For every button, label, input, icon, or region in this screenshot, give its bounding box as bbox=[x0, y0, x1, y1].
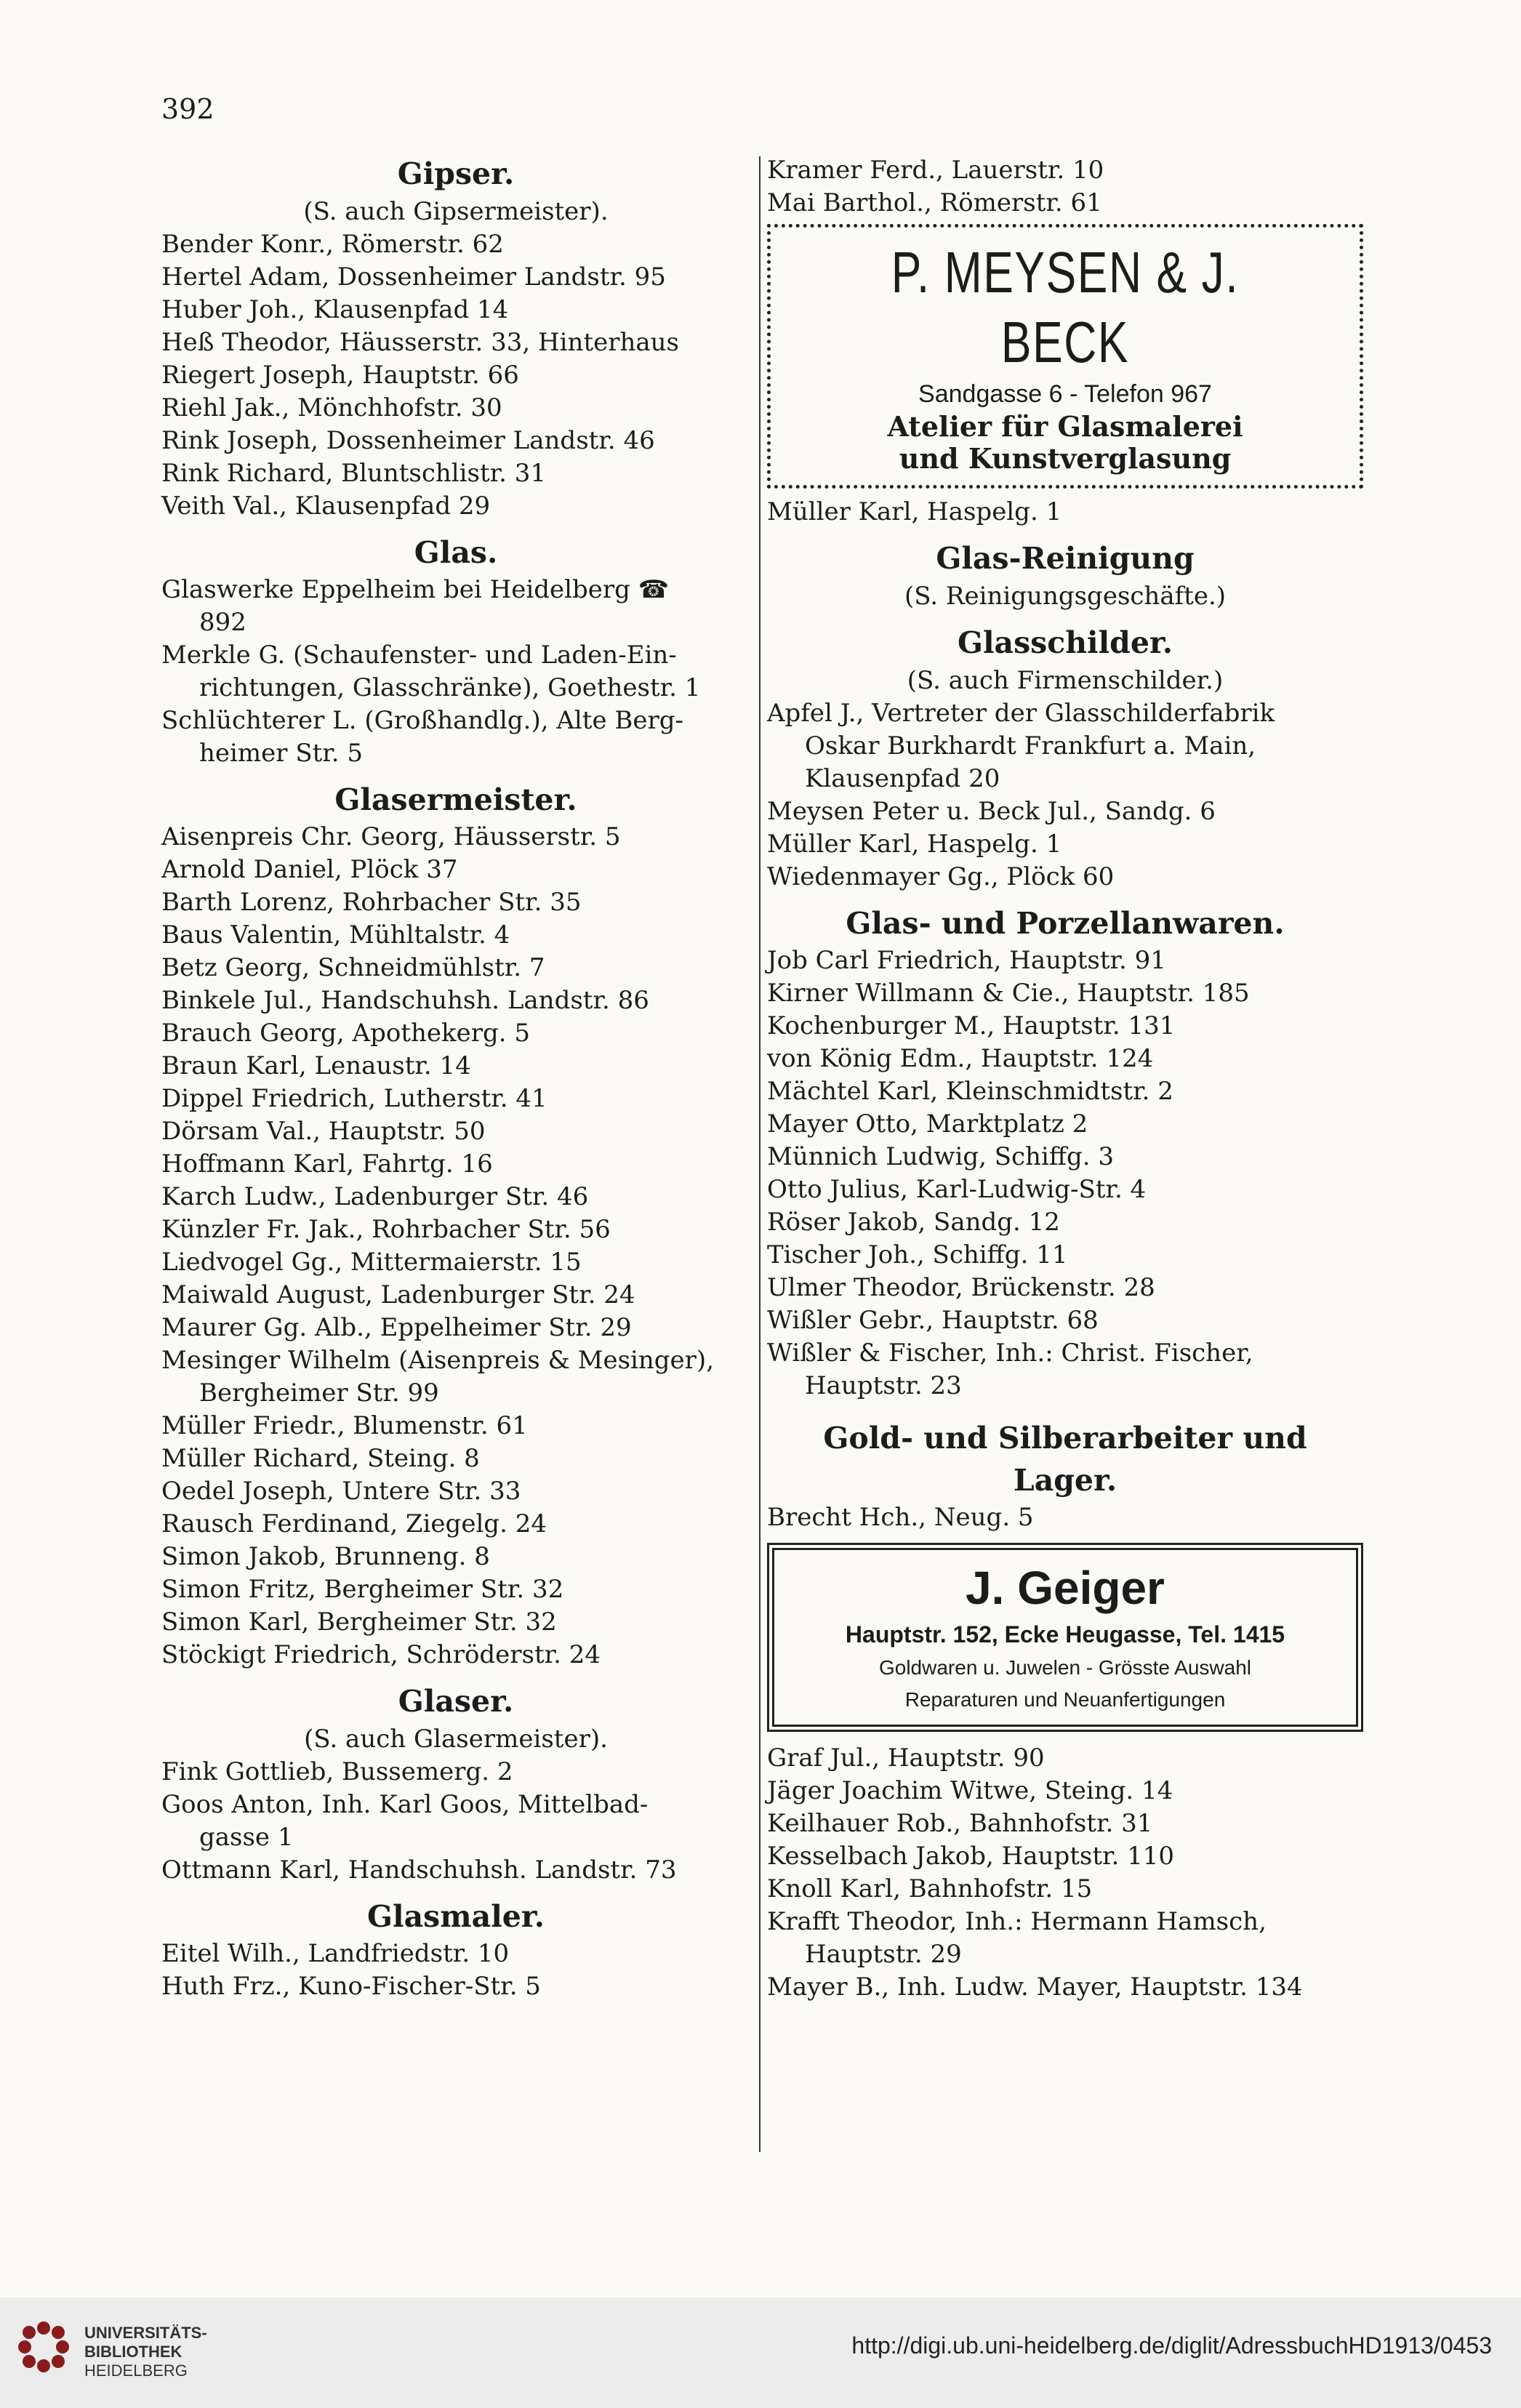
glasschilder-list bbox=[767, 795, 1363, 894]
heading-glasschilder: Glasschilder. bbox=[957, 625, 1173, 660]
list-item: Huth Frz., Kuno-Fischer-Str. 5 bbox=[161, 1972, 541, 2001]
list-item: Krafft Theodor, Inh.: Hermann Hamsch, bbox=[767, 1907, 1267, 1936]
list-item: Huber Joh., Klausenpfad 14 bbox=[161, 295, 509, 324]
glasmaler-list bbox=[161, 1938, 750, 2003]
list-item: von König Edm., Hauptstr. 124 bbox=[767, 1044, 1154, 1073]
list-item: Otto Julius, Karl-Ludwig-Str. 4 bbox=[767, 1175, 1147, 1204]
list-item: Stöckigt Friedrich, Schröderstr. 24 bbox=[161, 1640, 601, 1669]
advertisement-meysen-beck bbox=[767, 224, 1363, 489]
list-item: Rausch Ferdinand, Ziegelg. 24 bbox=[161, 1509, 547, 1538]
list-item: Mayer B., Inh. Ludw. Mayer, Hauptstr. 134 bbox=[767, 1972, 1303, 2002]
list-item: Kochenburger M., Hauptstr. 131 bbox=[767, 1011, 1176, 1040]
glasermeister-list bbox=[161, 821, 750, 1344]
list-item-cont: richtungen, Glasschränke), Goethestr. 1 bbox=[199, 673, 701, 702]
list-item: Kramer Ferd., Lauerstr. 10 bbox=[767, 156, 1104, 185]
list-item-cont: Hauptstr. 29 bbox=[805, 1940, 962, 1969]
list-item: Kirner Willmann & Cie., Hauptstr. 185 bbox=[767, 979, 1250, 1008]
list-item: Künzler Fr. Jak., Rohrbacher Str. 56 bbox=[161, 1215, 611, 1244]
list-item: Ottmann Karl, Handschuhsh. Landstr. 73 bbox=[161, 1855, 677, 1885]
list-item: Glaswerke Eppelheim bei Heidelberg ☎ bbox=[161, 575, 670, 604]
note-glasschilder: (S. auch Firmenschilder.) bbox=[907, 666, 1224, 695]
list-item: Karch Ludw., Ladenburger Str. 46 bbox=[161, 1182, 589, 1211]
list-item: Merkle G. (Schaufenster- und Laden-Ein- bbox=[161, 641, 677, 670]
heading-glas: Glas. bbox=[414, 535, 498, 570]
list-item: Simon Jakob, Brunneng. 8 bbox=[161, 1542, 490, 1571]
list-item: Röser Jakob, Sandg. 12 bbox=[767, 1208, 1060, 1237]
heading-glasermeister: Glasermeister. bbox=[334, 782, 577, 817]
glasermeister-list-2 bbox=[161, 1410, 750, 1671]
top-list bbox=[767, 154, 1363, 220]
list-item: Rink Joseph, Dossenheimer Landstr. 46 bbox=[161, 426, 655, 455]
list-item: Keilhauer Rob., Bahnhofstr. 31 bbox=[767, 1809, 1153, 1838]
note-reinigung: (S. Reinigungsgeschäfte.) bbox=[904, 582, 1227, 611]
ad-slogan-2: und Kunstverglasung bbox=[899, 442, 1232, 475]
list-item: Meysen Peter u. Beck Jul., Sandg. 6 bbox=[767, 797, 1216, 826]
ad-address: Sandgasse 6 - Telefon 967 bbox=[918, 380, 1212, 408]
right-column bbox=[767, 154, 1363, 2004]
list-item-cont: Hauptstr. 23 bbox=[805, 1371, 962, 1400]
list-item: Mai Barthol., Römerstr. 61 bbox=[767, 188, 1102, 217]
porzellan-list bbox=[767, 944, 1363, 1337]
list-item: Schlüchterer L. (Großhandlg.), Alte Berg- bbox=[161, 706, 684, 735]
heading-gipser: Gipser. bbox=[397, 156, 515, 191]
list-item: Wißler Gebr., Hauptstr. 68 bbox=[767, 1306, 1099, 1335]
list-item: Ulmer Theodor, Brückenstr. 28 bbox=[767, 1273, 1155, 1302]
list-item: Müller Friedr., Blumenstr. 61 bbox=[161, 1411, 528, 1440]
list-item: Liedvogel Gg., Mittermaierstr. 15 bbox=[161, 1248, 582, 1277]
list-item: Dippel Friedrich, Lutherstr. 41 bbox=[161, 1084, 547, 1113]
bottom-list bbox=[767, 1742, 1363, 1906]
list-item: Mayer Otto, Marktplatz 2 bbox=[767, 1109, 1088, 1139]
list-item: Maiwald August, Ladenburger Str. 24 bbox=[161, 1280, 635, 1309]
list-item: Betz Georg, Schneidmühlstr. 7 bbox=[161, 953, 545, 982]
list-item: Brecht Hch., Neug. 5 bbox=[767, 1503, 1034, 1532]
list-item: Kesselbach Jakob, Hauptstr. 110 bbox=[767, 1842, 1175, 1871]
list-item: Münnich Ludwig, Schiffg. 3 bbox=[767, 1142, 1114, 1171]
ad-title: P. MEYSEN & J. BECK bbox=[891, 240, 1240, 374]
note-gipser: (S. auch Gipsermeister). bbox=[303, 197, 609, 226]
list-item: Brauch Georg, Apothekerg. 5 bbox=[161, 1019, 530, 1048]
list-item-cont: 892 bbox=[199, 608, 246, 637]
list-item: Barth Lorenz, Rohrbacher Str. 35 bbox=[161, 888, 582, 917]
heading-gold-silber-2: Lager. bbox=[1013, 1463, 1117, 1498]
list-item: Oedel Joseph, Untere Str. 33 bbox=[161, 1477, 521, 1506]
list-item: Goos Anton, Inh. Karl Goos, Mittelbad- bbox=[161, 1790, 649, 1819]
list-item: Simon Fritz, Bergheimer Str. 32 bbox=[161, 1575, 564, 1604]
note-glaser: (S. auch Glasermeister). bbox=[304, 1725, 608, 1754]
list-item-cont: Oskar Burkhardt Frankfurt a. Main, bbox=[805, 731, 1256, 760]
ad-slogan-2: Reparaturen und Neuanfertigungen bbox=[904, 1688, 1226, 1711]
list-item: Eitel Wilh., Landfriedstr. 10 bbox=[161, 1939, 510, 1968]
list-item-cont: heimer Str. 5 bbox=[199, 739, 364, 768]
list-item: Apfel J., Vertreter der Glasschilderfabrik bbox=[767, 699, 1275, 728]
ad-slogan-1: Goldwaren u. Juwelen - Grösste Auswahl bbox=[878, 1656, 1252, 1679]
gipser-list bbox=[161, 228, 750, 523]
list-item: Aisenpreis Chr. Georg, Häusserstr. 5 bbox=[161, 822, 621, 851]
advertisement-geiger bbox=[767, 1543, 1363, 1732]
left-column bbox=[161, 153, 750, 2003]
list-item: Arnold Daniel, Plöck 37 bbox=[161, 855, 458, 884]
ad-title: J. Geiger bbox=[966, 1562, 1165, 1614]
list-item: Maurer Gg. Alb., Eppelheimer Str. 29 bbox=[161, 1313, 632, 1342]
list-item: Tischer Joh., Schiffg. 11 bbox=[767, 1240, 1068, 1269]
list-item: Veith Val., Klausenpfad 29 bbox=[161, 491, 491, 521]
logo-text bbox=[84, 2324, 207, 2380]
list-item: Heß Theodor, Häusserstr. 33, Hinterhaus bbox=[161, 328, 680, 357]
ad-address: Hauptstr. 152, Ecke Heugasse, Tel. 1415 bbox=[845, 1621, 1285, 1648]
list-item: Jäger Joachim Witwe, Steing. 14 bbox=[767, 1776, 1173, 1805]
list-item: Riehl Jak., Mönchhofstr. 30 bbox=[161, 393, 502, 422]
logo-line-2: BIBLIOTHEK bbox=[84, 2343, 182, 2361]
university-library-logo[interactable] bbox=[15, 2318, 73, 2376]
heading-glaser: Glaser. bbox=[398, 1684, 514, 1719]
list-item: Baus Valentin, Mühltalstr. 4 bbox=[161, 920, 510, 950]
list-item: Riegert Joseph, Hauptstr. 66 bbox=[161, 361, 519, 390]
heading-gold-silber: Gold- und Silberarbeiter und bbox=[823, 1421, 1307, 1456]
heading-glas-reinigung: Glas-Reinigung bbox=[936, 541, 1195, 576]
list-item: Binkele Jul., Handschuhsh. Landstr. 86 bbox=[161, 986, 649, 1015]
list-item-cont: Bergheimer Str. 99 bbox=[199, 1378, 439, 1408]
list-item: Job Carl Friedrich, Hauptstr. 91 bbox=[767, 946, 1166, 975]
list-item: Knoll Karl, Bahnhofstr. 15 bbox=[767, 1874, 1093, 1903]
list-item-cont: Klausenpfad 20 bbox=[805, 764, 1000, 793]
heading-glasmaler: Glasmaler. bbox=[367, 1899, 545, 1934]
ad-slogan-1: Atelier für Glasmalerei bbox=[887, 410, 1243, 443]
list-item: Fink Gottlieb, Bussemerg. 2 bbox=[161, 1757, 513, 1786]
list-item: Rink Richard, Bluntschlistr. 31 bbox=[161, 459, 547, 488]
list-item: Graf Jul., Hauptstr. 90 bbox=[767, 1743, 1045, 1773]
list-item: Simon Karl, Bergheimer Str. 32 bbox=[161, 1608, 557, 1637]
list-item: Bender Konr., Römerstr. 62 bbox=[161, 230, 504, 259]
list-item: Dörsam Val., Hauptstr. 50 bbox=[161, 1117, 486, 1146]
list-item: Wißler & Fischer, Inh.: Christ. Fischer, bbox=[767, 1339, 1253, 1368]
list-item: Mächtel Karl, Kleinschmidtstr. 2 bbox=[767, 1077, 1173, 1106]
column-divider bbox=[759, 156, 760, 2152]
list-item: Mesinger Wilhelm (Aisenpreis & Mesinger), bbox=[161, 1346, 715, 1375]
logo-line-1: UNIVERSITÄTS- bbox=[84, 2324, 207, 2342]
source-url-link[interactable]: http://digi.ub.uni-heidelberg.de/diglit/AdressbuchHD1913/0453 bbox=[851, 2332, 1492, 2359]
list-item: Braun Karl, Lenaustr. 14 bbox=[161, 1051, 471, 1080]
list-item: Müller Karl, Haspelg. 1 bbox=[767, 497, 1062, 526]
list-item: Hoffmann Karl, Fahrtg. 16 bbox=[161, 1149, 493, 1179]
list-item: Hertel Adam, Dossenheimer Landstr. 95 bbox=[161, 262, 666, 292]
page-number: 392 bbox=[161, 93, 214, 125]
list-item: Müller Karl, Haspelg. 1 bbox=[767, 830, 1062, 859]
list-item: Müller Richard, Steing. 8 bbox=[161, 1444, 480, 1473]
heading-porzellanwaren: Glas- und Porzellanwaren. bbox=[846, 906, 1285, 941]
list-item-cont: gasse 1 bbox=[199, 1823, 294, 1852]
logo-line-3: HEIDELBERG bbox=[84, 2361, 188, 2380]
list-item: Wiedenmayer Gg., Plöck 60 bbox=[767, 862, 1115, 891]
